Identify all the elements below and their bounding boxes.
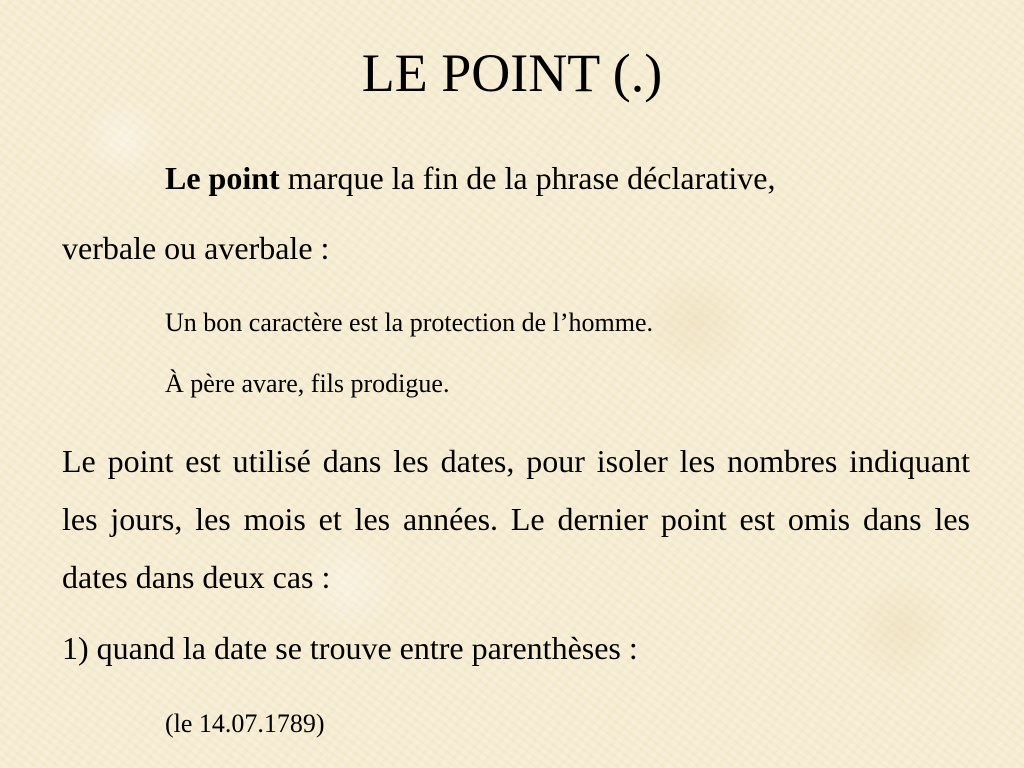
example-sentence-1: Un bon caractère est la protection de l’homme. [165, 308, 654, 337]
case-1-text: 1) quand la date se trouve entre parenthèses : [62, 630, 638, 666]
case-1-example: (le 14.07.1789) [165, 709, 325, 738]
dates-paragraph: Le point est utilisé dans les dates, pour isoler les nombres indiquant les jours, les mois et les années. Le dernier point est omis dans les dates dans deux cas : [62, 443, 970, 595]
intro-bold-term: Le point [165, 160, 280, 196]
intro-line-2: verbale ou averbale : [62, 230, 330, 266]
slide-title: LE POINT (.) [361, 43, 663, 103]
intro-line-1-text: marque la fin de la phrase déclarative, [279, 160, 776, 196]
example-sentence-2: À père avare, fils prodigue. [165, 369, 450, 398]
intro-line-1 [165, 156, 775, 200]
